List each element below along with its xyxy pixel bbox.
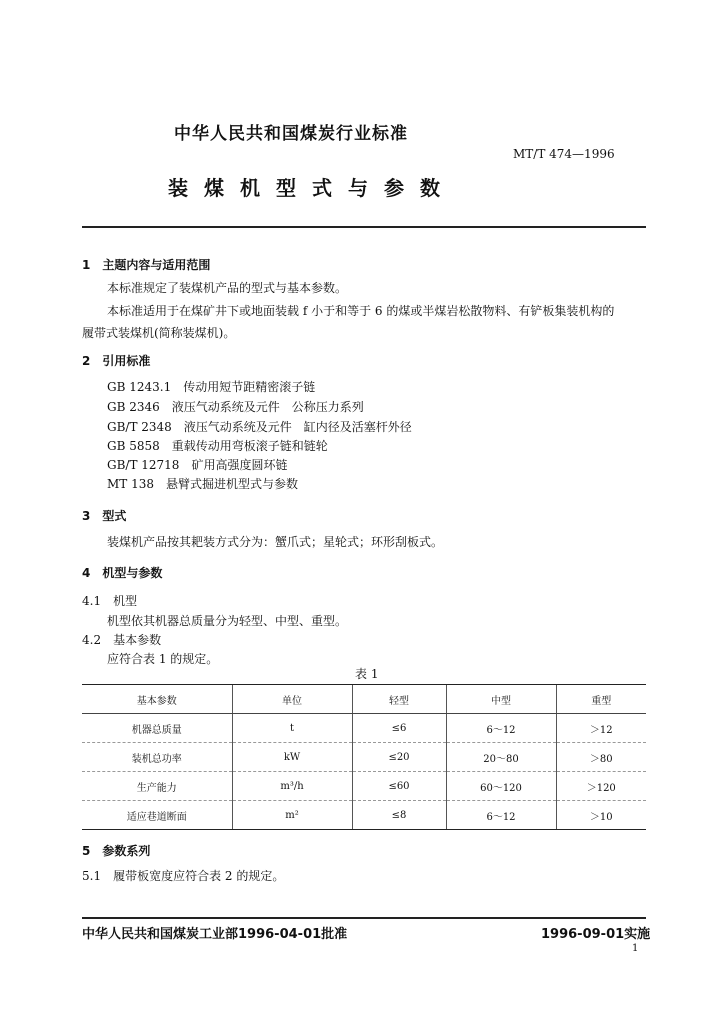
- issuer-title: 中华人民共和国煤炭行业标准: [174, 124, 408, 144]
- table-cell: ＞10: [556, 801, 646, 830]
- subsection-4-2-text: 应符合表 1 的规定。: [107, 652, 219, 666]
- parameter-table: [82, 684, 646, 830]
- table-cell: ≤60: [352, 772, 446, 801]
- table-cell: ≤6: [352, 714, 446, 743]
- reference-item: GB/T 12718 矿用高强度圆环链: [107, 458, 288, 472]
- subsection-5-1: 5.1 履带板宽度应符合表 2 的规定。: [82, 869, 285, 883]
- table-header-cell: 单位: [232, 685, 352, 714]
- table-cell: ＞80: [556, 743, 646, 772]
- table-header-cell: 中型: [446, 685, 556, 714]
- reference-item: MT 138 悬臂式掘进机型式与参数: [107, 477, 299, 491]
- table-cell: m³/h: [232, 772, 352, 801]
- section-1-paragraph-1: 本标准规定了装煤机产品的型式与基本参数。: [107, 281, 348, 295]
- page-number: 1: [632, 943, 639, 954]
- effective-date: 1996-09-01实施: [541, 927, 651, 942]
- section-4-heading: 4 机型与参数: [82, 566, 163, 580]
- table-header-cell: 重型: [556, 685, 646, 714]
- table-cell: kW: [232, 743, 352, 772]
- document-title: 装煤机型式与参数: [168, 176, 456, 200]
- section-1-paragraph-2: 本标准适用于在煤矿井下或地面装载 f 小于和等于 6 的煤或半煤岩松散物料、有铲板集装机构的: [107, 304, 615, 318]
- table-cell: ≤8: [352, 801, 446, 830]
- table-cell: 适应巷道断面: [82, 801, 232, 830]
- reference-item: GB 5858 重载传动用弯板滚子链和链轮: [107, 439, 328, 453]
- section-3-heading: 3 型式: [82, 509, 127, 523]
- reference-item: GB/T 2348 液压气动系统及元件 缸内径及活塞杆外径: [107, 420, 412, 434]
- subsection-4-1: 4.1 机型: [82, 594, 138, 608]
- table-cell: ＞120: [556, 772, 646, 801]
- reference-item: GB 2346 液压气动系统及元件 公称压力系列: [107, 400, 364, 414]
- section-1-heading: 1 主题内容与适用范围: [82, 258, 211, 272]
- table-header-cell: 基本参数: [82, 685, 232, 714]
- table-cell: 60～120: [446, 772, 556, 801]
- top-rule: [82, 226, 646, 228]
- table-row: [82, 714, 646, 743]
- table-header-cell: 轻型: [352, 685, 446, 714]
- table-row: [82, 743, 646, 772]
- table-cell: 生产能力: [82, 772, 232, 801]
- table-cell: t: [232, 714, 352, 743]
- standard-code: MT/T 474—1996: [513, 147, 615, 161]
- table-header-row: [82, 685, 646, 714]
- table-cell: 6～12: [446, 801, 556, 830]
- table-cell: 20～80: [446, 743, 556, 772]
- section-1-paragraph-2-cont: 履带式装煤机(简称装煤机)。: [82, 326, 236, 340]
- table-cell: ＞12: [556, 714, 646, 743]
- table-caption: 表 1: [355, 667, 379, 681]
- table-cell: 6～12: [446, 714, 556, 743]
- bottom-rule: [82, 917, 646, 919]
- table-row: [82, 772, 646, 801]
- section-3-paragraph: 装煤机产品按其耙装方式分为：蟹爪式；星轮式；环形刮板式。: [107, 535, 444, 549]
- table-cell: 机器总质量: [82, 714, 232, 743]
- section-2-heading: 2 引用标准: [82, 354, 151, 368]
- subsection-4-1-text: 机型依其机器总质量分为轻型、中型、重型。: [107, 614, 348, 628]
- table-row: [82, 801, 646, 830]
- reference-item: GB 1243.1 传动用短节距精密滚子链: [107, 380, 316, 394]
- section-5-heading: 5 参数系列: [82, 844, 151, 858]
- table-cell: 装机总功率: [82, 743, 232, 772]
- table-cell: m²: [232, 801, 352, 830]
- approval-line: 中华人民共和国煤炭工业部1996-04-01批准: [82, 927, 348, 942]
- table-cell: ≤20: [352, 743, 446, 772]
- subsection-4-2: 4.2 基本参数: [82, 633, 162, 647]
